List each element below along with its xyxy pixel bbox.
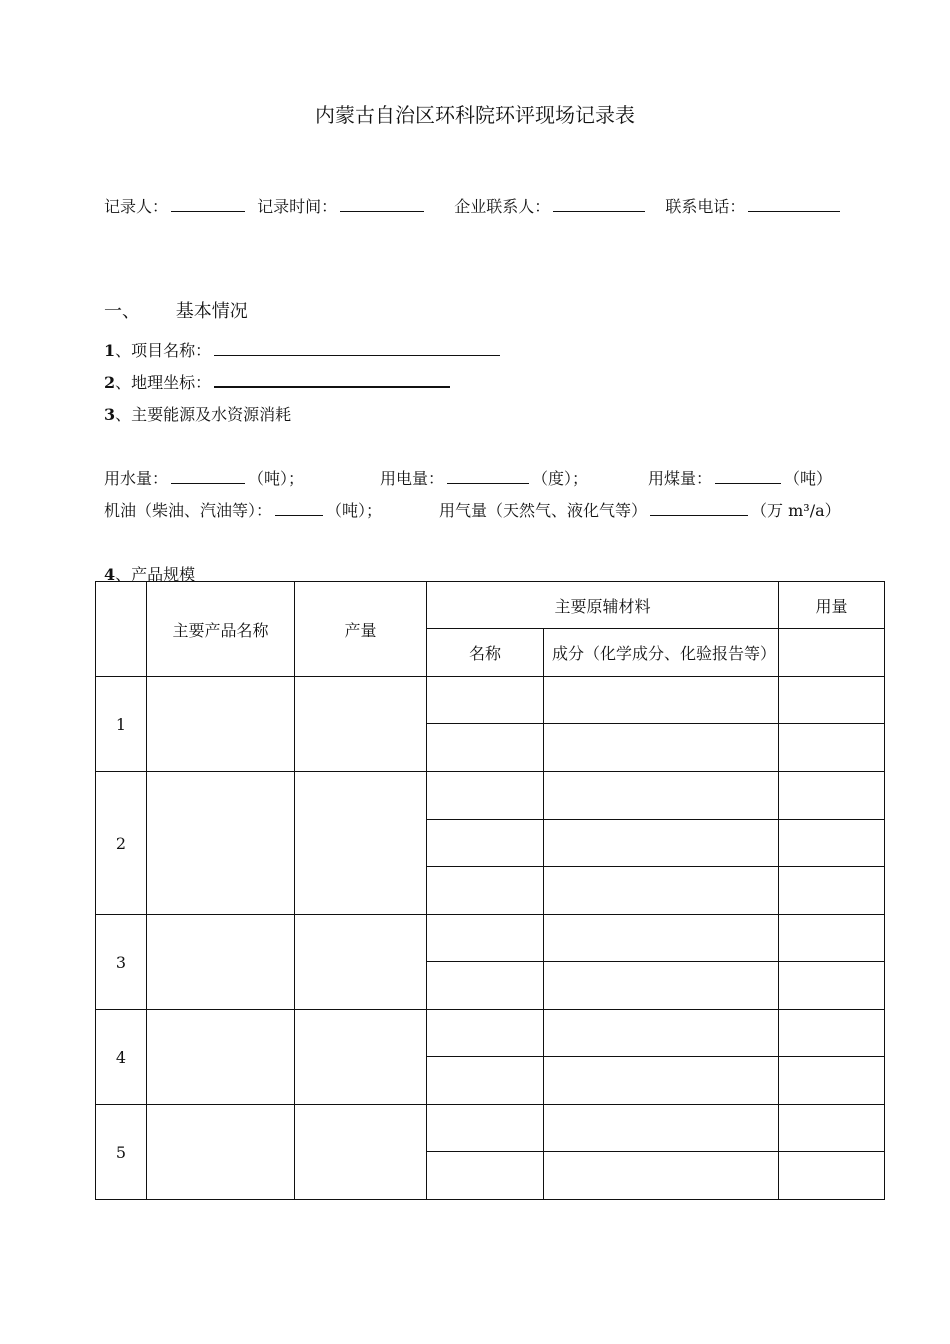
usage-cell[interactable] bbox=[779, 724, 885, 772]
recorder-label: 记录人： bbox=[104, 197, 169, 216]
water-unit: （吨）； bbox=[248, 469, 305, 488]
water-field[interactable] bbox=[171, 469, 245, 484]
product-name-cell[interactable] bbox=[147, 677, 295, 772]
material-name-cell[interactable] bbox=[427, 772, 544, 820]
output-cell[interactable] bbox=[295, 772, 427, 915]
product-name-cell[interactable] bbox=[147, 915, 295, 1010]
item1-label: 、项目名称： bbox=[115, 341, 212, 360]
usage-cell[interactable] bbox=[779, 1057, 885, 1105]
usage-cell[interactable] bbox=[779, 820, 885, 867]
sub-name-header: 名称 bbox=[427, 629, 544, 677]
composition-cell[interactable] bbox=[544, 724, 779, 772]
material-name-cell[interactable] bbox=[427, 1105, 544, 1152]
composition-cell[interactable] bbox=[544, 772, 779, 820]
col-output-header: 产量 bbox=[295, 582, 427, 677]
table-row bbox=[96, 1105, 885, 1152]
output-cell[interactable] bbox=[295, 915, 427, 1010]
composition-cell[interactable] bbox=[544, 677, 779, 724]
item4-num: 4 bbox=[104, 565, 116, 584]
composition-cell[interactable] bbox=[544, 1105, 779, 1152]
contact-label: 企业联系人： bbox=[454, 197, 551, 216]
sub-composition-header: 成分（化学成分、化验报告等） bbox=[544, 629, 779, 677]
recorder-field[interactable] bbox=[171, 197, 245, 212]
record-time-label: 记录时间： bbox=[257, 197, 338, 216]
output-cell[interactable] bbox=[295, 677, 427, 772]
record-time-field[interactable] bbox=[340, 197, 424, 212]
material-name-cell[interactable] bbox=[427, 1057, 544, 1105]
water-label: 用水量： bbox=[104, 469, 169, 488]
row-index: 1 bbox=[96, 677, 147, 772]
row-index: 3 bbox=[96, 915, 147, 1010]
material-name-cell[interactable] bbox=[427, 867, 544, 915]
table-row bbox=[96, 772, 885, 820]
material-name-cell[interactable] bbox=[427, 915, 544, 962]
material-name-cell[interactable] bbox=[427, 1010, 544, 1057]
material-name-cell[interactable] bbox=[427, 962, 544, 1010]
electric-group bbox=[380, 466, 588, 489]
header-fields bbox=[104, 194, 843, 217]
item1-num: 1 bbox=[104, 341, 116, 360]
usage-cell[interactable] bbox=[779, 1010, 885, 1057]
table-row bbox=[96, 677, 885, 724]
material-name-cell[interactable] bbox=[427, 1152, 544, 1200]
gas-field[interactable] bbox=[650, 501, 748, 516]
row-index: 2 bbox=[96, 772, 147, 915]
material-name-cell[interactable] bbox=[427, 677, 544, 724]
water-group bbox=[104, 466, 304, 489]
composition-cell[interactable] bbox=[544, 820, 779, 867]
electric-label: 用电量： bbox=[380, 469, 445, 488]
item2-num: 2 bbox=[104, 373, 116, 392]
row-index: 4 bbox=[96, 1010, 147, 1105]
material-name-cell[interactable] bbox=[427, 820, 544, 867]
output-cell[interactable] bbox=[295, 1010, 427, 1105]
material-name-cell[interactable] bbox=[427, 724, 544, 772]
usage-cell[interactable] bbox=[779, 915, 885, 962]
oil-group bbox=[104, 498, 382, 521]
product-name-cell[interactable] bbox=[147, 1010, 295, 1105]
composition-cell[interactable] bbox=[544, 962, 779, 1010]
product-table bbox=[95, 581, 885, 1200]
product-name-cell[interactable] bbox=[147, 772, 295, 915]
electric-field[interactable] bbox=[447, 469, 529, 484]
coordinates-row bbox=[104, 370, 453, 393]
usage-cell[interactable] bbox=[779, 1152, 885, 1200]
usage-cell[interactable] bbox=[779, 1105, 885, 1152]
item4-label: 、产品规模 bbox=[115, 565, 196, 584]
col-usage-header: 用量 bbox=[779, 582, 885, 629]
phone-field[interactable] bbox=[748, 197, 840, 212]
usage-cell[interactable] bbox=[779, 867, 885, 915]
usage-cell[interactable] bbox=[779, 962, 885, 1010]
gas-label: 用气量（天然气、液化气等） bbox=[439, 501, 648, 520]
item3-num: 3 bbox=[104, 405, 116, 424]
col-materials-header: 主要原辅材料 bbox=[427, 582, 779, 629]
coal-field[interactable] bbox=[715, 469, 781, 484]
item2-label: 、地理坐标： bbox=[115, 373, 212, 392]
oil-label: 机油（柴油、汽油等）： bbox=[104, 501, 273, 520]
coordinates-field[interactable] bbox=[214, 372, 450, 388]
table-row bbox=[96, 1010, 885, 1057]
section1-num: 一、 bbox=[104, 301, 140, 322]
composition-cell[interactable] bbox=[544, 1152, 779, 1200]
composition-cell[interactable] bbox=[544, 1010, 779, 1057]
project-name-field[interactable] bbox=[214, 341, 500, 356]
contact-field[interactable] bbox=[553, 197, 645, 212]
gas-group bbox=[439, 498, 841, 521]
section1-heading bbox=[104, 297, 248, 323]
row-index: 5 bbox=[96, 1105, 147, 1200]
composition-cell[interactable] bbox=[544, 915, 779, 962]
coal-group bbox=[648, 466, 832, 489]
oil-field[interactable] bbox=[275, 501, 323, 516]
product-name-cell[interactable] bbox=[147, 1105, 295, 1200]
col-product-header: 主要产品名称 bbox=[147, 582, 295, 677]
page-title: 内蒙古自治区环科院环评现场记录表 bbox=[315, 103, 635, 127]
index-header-cell bbox=[96, 582, 147, 677]
composition-cell[interactable] bbox=[544, 1057, 779, 1105]
composition-cell[interactable] bbox=[544, 867, 779, 915]
oil-unit: （吨）； bbox=[326, 501, 383, 520]
phone-label: 联系电话： bbox=[665, 197, 746, 216]
energy-heading bbox=[104, 402, 291, 425]
electric-unit: （度）； bbox=[532, 469, 589, 488]
usage-cell[interactable] bbox=[779, 677, 885, 724]
gas-unit: （万 m³/a） bbox=[751, 501, 841, 520]
table-row bbox=[96, 915, 885, 962]
usage-cell[interactable] bbox=[779, 772, 885, 820]
output-cell[interactable] bbox=[295, 1105, 427, 1200]
project-name-row bbox=[104, 338, 503, 361]
coal-unit: （吨） bbox=[784, 469, 833, 488]
section1-title: 基本情况 bbox=[175, 301, 248, 322]
item3-label: 、主要能源及水资源消耗 bbox=[115, 405, 292, 424]
usage-subheader-cell bbox=[779, 629, 885, 677]
coal-label: 用煤量： bbox=[648, 469, 713, 488]
